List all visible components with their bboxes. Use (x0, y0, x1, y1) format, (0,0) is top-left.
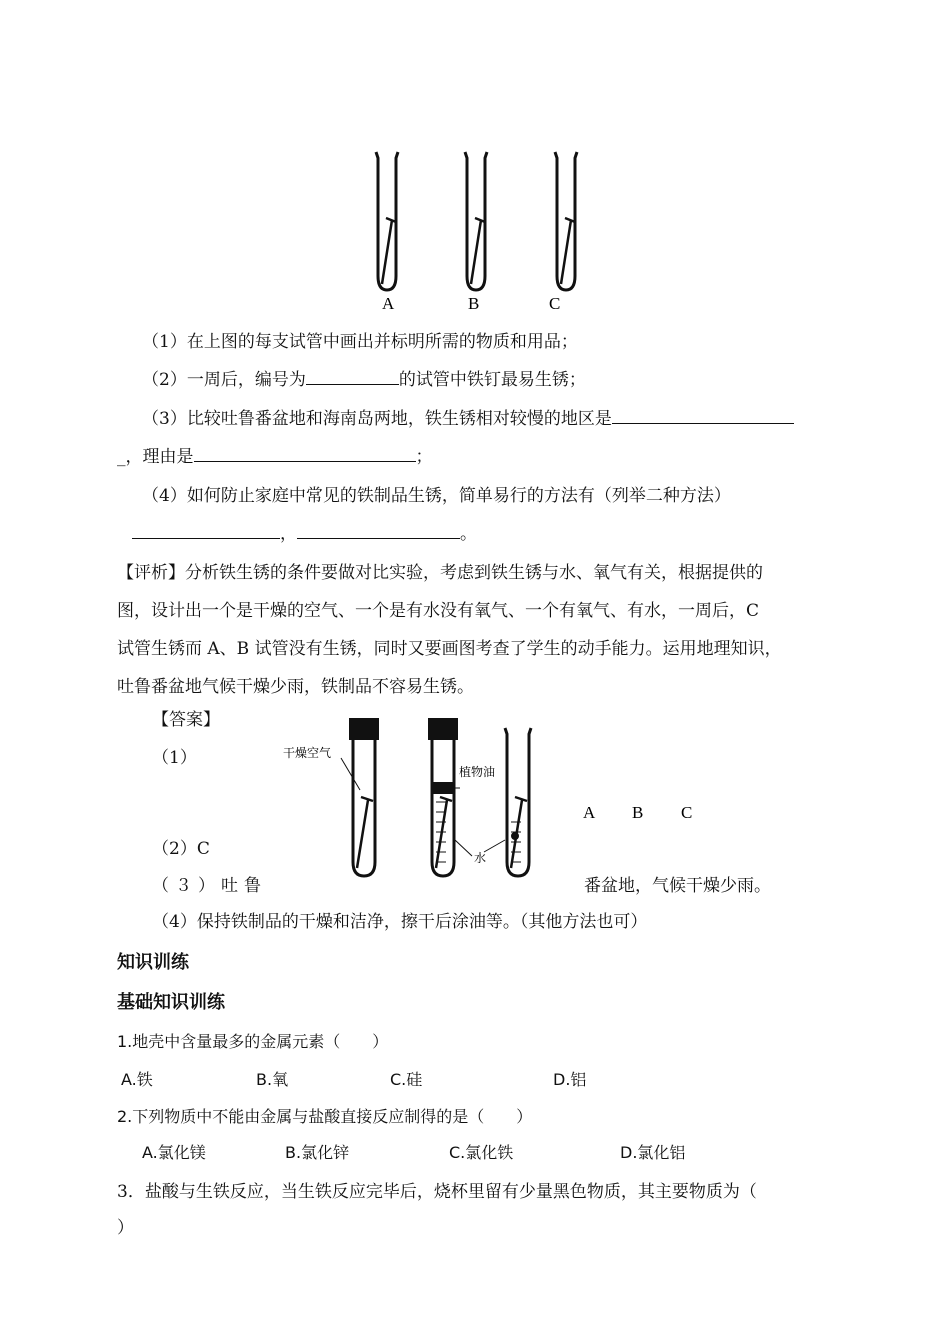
answer-3-suffix: 番盆地，气候干燥少雨。 (584, 876, 771, 896)
analysis-line-3: 试管生锈而 A、B 试管没有生锈，同时又要画图考查了学生的动手能力。运用地理知识， (117, 639, 782, 659)
rubber-stopper-a (349, 718, 379, 740)
analysis-line-4: 吐鲁番盆地气候干燥少雨，铁制品不容易生锈。 (117, 677, 474, 697)
mcq-3-stem-continued: ） (117, 1218, 134, 1238)
mcq-2-option-a: A.氯化镁 (142, 1143, 206, 1162)
mcq-1-option-b: B.氧 (256, 1070, 289, 1089)
answer-3-prefix: （３）吐鲁 (152, 876, 267, 896)
question-3-reason-prefix: _，理由是 (117, 447, 194, 467)
mcq-2-option-d: D.氯化铝 (620, 1143, 686, 1162)
callout-dry-air: 干燥空气 (283, 746, 332, 760)
callout-oil: 植物油 (459, 765, 496, 779)
callout-line (341, 758, 360, 790)
callout-line (484, 840, 505, 852)
tube-label-c: C (549, 294, 561, 313)
question-4: （4）如何防止家庭中常见的铁制品生锈，简单易行的方法有（列举二种方法） (142, 486, 731, 506)
mcq-1-option-c: C.硅 (390, 1070, 423, 1089)
rust-spot (511, 832, 519, 840)
question-3-prefix: （3）比较吐鲁番盆地和海南岛两地，铁生锈相对较慢的地区是 (142, 409, 612, 429)
mcq-1-option-a: A.铁 (121, 1070, 153, 1089)
callout-water: 水 (474, 851, 487, 865)
callout-line (455, 840, 472, 856)
tube-label-b: B (468, 294, 480, 313)
mcq-2-stem: 2.下列物质中不能由金属与盐酸直接反应制得的是（ ） (117, 1107, 533, 1126)
mcq-2-option-c: C.氯化铁 (449, 1143, 514, 1162)
answer-heading: 【答案】 (152, 710, 220, 730)
section-title: 知识训练 (117, 952, 189, 973)
section-subtitle: 基础知识训练 (117, 992, 225, 1013)
blank-separator: ， (280, 524, 297, 544)
rubber-stopper-b (428, 718, 458, 740)
question-3-reason-suffix: ； (415, 447, 433, 467)
iron-nail-a (357, 797, 373, 868)
question-1: （1）在上图的每支试管中画出并标明所需的物质和用品； (142, 332, 578, 352)
question-2-prefix: （2）一周后，编号为 (142, 370, 306, 390)
mcq-2-option-b: B.氯化锌 (285, 1143, 350, 1162)
answer-4: （4）保持铁制品的干燥和洁净，擦干后涂油等。（其他方法也可） (152, 912, 648, 932)
test-tube-c (505, 728, 531, 876)
mcq-1-option-d: D.铝 (553, 1070, 587, 1089)
mcq-3-stem: 3．盐酸与生铁反应，当生铁反应完毕后，烧杯里留有少量黑色物质，其主要物质为（ (117, 1182, 757, 1202)
answer-label-a: A (583, 803, 596, 822)
vegetable-oil-layer (433, 782, 453, 794)
tube-label-a: A (382, 294, 395, 313)
answer-1: （1） (152, 748, 197, 768)
blank-end: 。 (460, 524, 477, 544)
test-tube-a (353, 740, 375, 876)
mcq-1-stem: 1.地壳中含量最多的金属元素（ ） (117, 1032, 389, 1051)
test-tube-b (432, 740, 454, 876)
analysis-line-2: 图，设计出一个是干燥的空气、一个是有水没有氧气、一个有氧气、有水，一周后，C (117, 601, 760, 621)
answer-label-b: B (632, 803, 644, 822)
question-2-suffix: 的试管中铁钉最易生锈； (398, 370, 586, 390)
analysis-line-1: 【评析】分析铁生锈的条件要做对比实验，考虑到铁生锈与水、氧气有关，根据提供的 (117, 563, 763, 583)
answer-label-c: C (681, 803, 693, 822)
answer-2: （2）C (152, 839, 210, 859)
